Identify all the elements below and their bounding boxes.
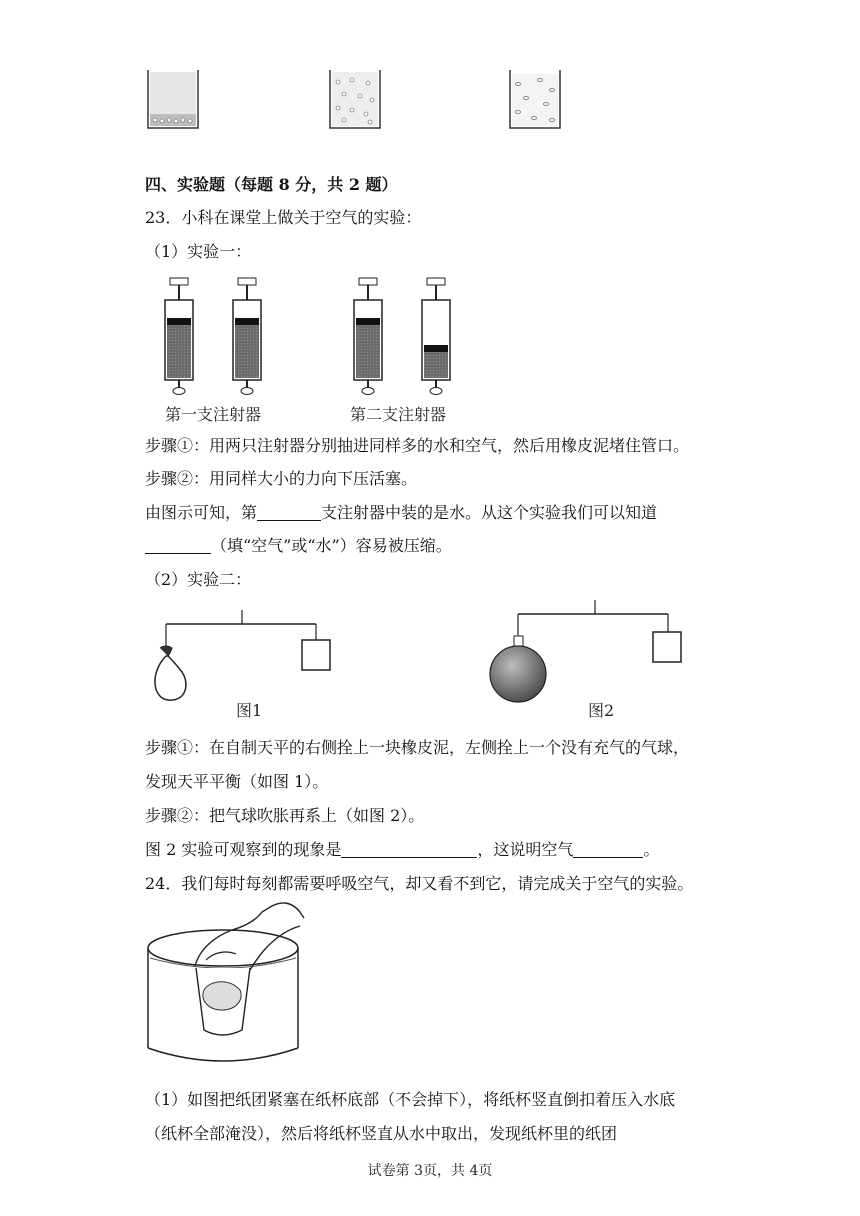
question-24-sub-1b: （纸杯全部淹没），然后将纸杯竖直从水中取出，发现纸杯里的纸团 (145, 1124, 618, 1143)
balance-caption-2: 图2 (588, 701, 615, 720)
question-1-text-c: （填“空气”或“水”）容易被压缩。 (211, 536, 452, 555)
experiment-1-label: （1）实验一： (145, 242, 252, 261)
question-1-text-b: 支注射器中装的是水。从这个实验我们可以知道 (321, 503, 658, 522)
syringe-caption-1: 第一支注射器 (165, 405, 262, 424)
experiment-2-step-2: 步骤②：把气球吹胀再系上（如图 2）。 (145, 806, 425, 825)
experiment-2-step-1b: 发现天平平衡（如图 1）。 (145, 772, 329, 791)
balance-caption-1: 图1 (236, 701, 263, 720)
experiment-2-step-1a: 步骤①：在自制天平的右侧拴上一块橡皮泥，左侧拴上一个没有充气的气球， (145, 738, 690, 757)
question-24-sub-1a: （1）如图把纸团紧塞在纸杯底部（不会掉下），将纸杯竖直倒扣着压入水底 (145, 1090, 676, 1109)
question-24-intro: 24．我们每时每刻都需要呼吸空气，却又看不到它，请完成关于空气的实验。 (145, 874, 694, 893)
question-2-text-a: 图 2 实验可观察到的现象是 (145, 840, 342, 859)
question-23-intro: 23．小科在课堂上做关于空气的实验： (145, 208, 422, 227)
section-heading: 四、实验题（每题 8 分，共 2 题） (145, 175, 398, 194)
experiment-1-step-2: 步骤②：用同样大小的力向下压活塞。 (145, 469, 418, 488)
question-2-text-c: 。 (643, 840, 660, 859)
page-footer: 试卷第 3页，共 4页 (367, 1163, 493, 1179)
question-1-text-a: 由图示可知，第 (145, 503, 258, 522)
experiment-1-step-1: 步骤①：用两只注射器分别抽进同样多的水和空气，然后用橡皮泥堵住管口。 (145, 436, 690, 455)
experiment-2-label: （2）实验二： (145, 570, 252, 589)
question-2-text-b: ，这说明空气 (477, 840, 574, 859)
syringe-caption-2: 第二支注射器 (350, 405, 447, 424)
